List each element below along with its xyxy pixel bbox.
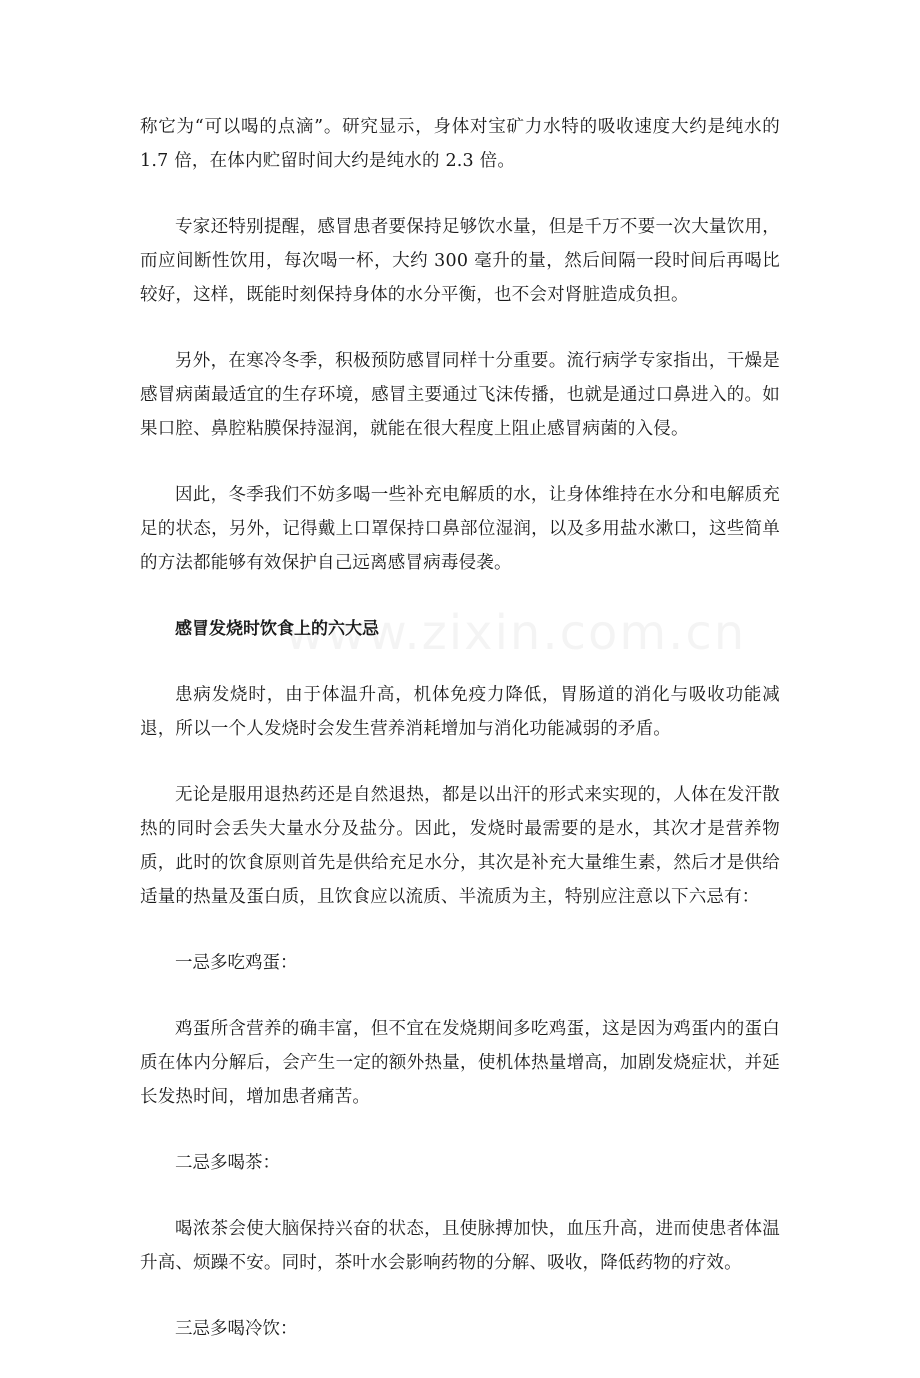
paragraph-2: 专家还特别提醒，感冒患者要保持足够饮水量，但是千万不要一次大量饮用，而应间断性饮用，每次喝一杯，大约 300 毫升的量，然后间隔一段时间后再喝比较好，这样，既能时刻保持身体的水分平衡，也不会对肾脏造成负担。	[140, 217, 780, 305]
paragraph-7: 鸡蛋所含营养的确丰富，但不宜在发烧期间多吃鸡蛋，这是因为鸡蛋内的蛋白质在体内分解后，会产生一定的额外热量，使机体热量增高，加剧发烧症状，并延长发热时间，增加患者痛苦。	[140, 1019, 780, 1107]
paragraph-4: 因此，冬季我们不妨多喝一些补充电解质的水，让身体维持在水分和电解质充足的状态，另外，记得戴上口罩保持口鼻部位湿润，以及多用盐水漱口，这些简单的方法都能够有效保护自己远离感冒病毒侵袭。	[140, 485, 780, 573]
paragraph-6: 无论是服用退热药还是自然退热，都是以出汗的形式来实现的，人体在发汗散热的同时会丢失大量水分及盐分。因此，发烧时最需要的是水，其次才是营养物质，此时的饮食原则首先是供给充足水分，其次是补充大量维生素，然后才是供给适量的热量及蛋白质，且饮食应以流质、半流质为主，特别应注意以下六忌有：	[140, 785, 780, 907]
paragraph-5: 患病发烧时，由于体温升高，机体免疫力降低，胃肠道的消化与吸收功能减退，所以一个人发烧时会发生营养消耗增加与消化功能减弱的矛盾。	[140, 685, 780, 739]
list-item-2-title: 二忌多喝茶：	[175, 1153, 280, 1173]
paragraph-8: 喝浓茶会使大脑保持兴奋的状态，且使脉搏加快，血压升高，进而使患者体温升高、烦躁不安。同时，茶叶水会影响药物的分解、吸收，降低药物的疗效。	[140, 1219, 780, 1273]
list-item-1-title: 一忌多吃鸡蛋：	[175, 953, 298, 973]
paragraph-3: 另外，在寒冷冬季，积极预防感冒同样十分重要。流行病学专家指出，干燥是感冒病菌最适宜的生存环境，感冒主要通过飞沫传播，也就是通过口鼻进入的。如果口腔、鼻腔粘膜保持湿润，就能在很大程度上阻止感冒病菌的入侵。	[140, 351, 780, 439]
paragraph-1: 称它为“可以喝的点滴”。研究显示，身体对宝矿力水特的吸收速度大约是纯水的 1.7 倍，在体内贮留时间大约是纯水的 2.3 倍。	[140, 117, 780, 171]
section-heading: 感冒发烧时饮食上的六大忌	[175, 619, 379, 639]
list-item-3-title: 三忌多喝冷饮：	[175, 1319, 298, 1339]
document-body	[140, 110, 780, 1378]
